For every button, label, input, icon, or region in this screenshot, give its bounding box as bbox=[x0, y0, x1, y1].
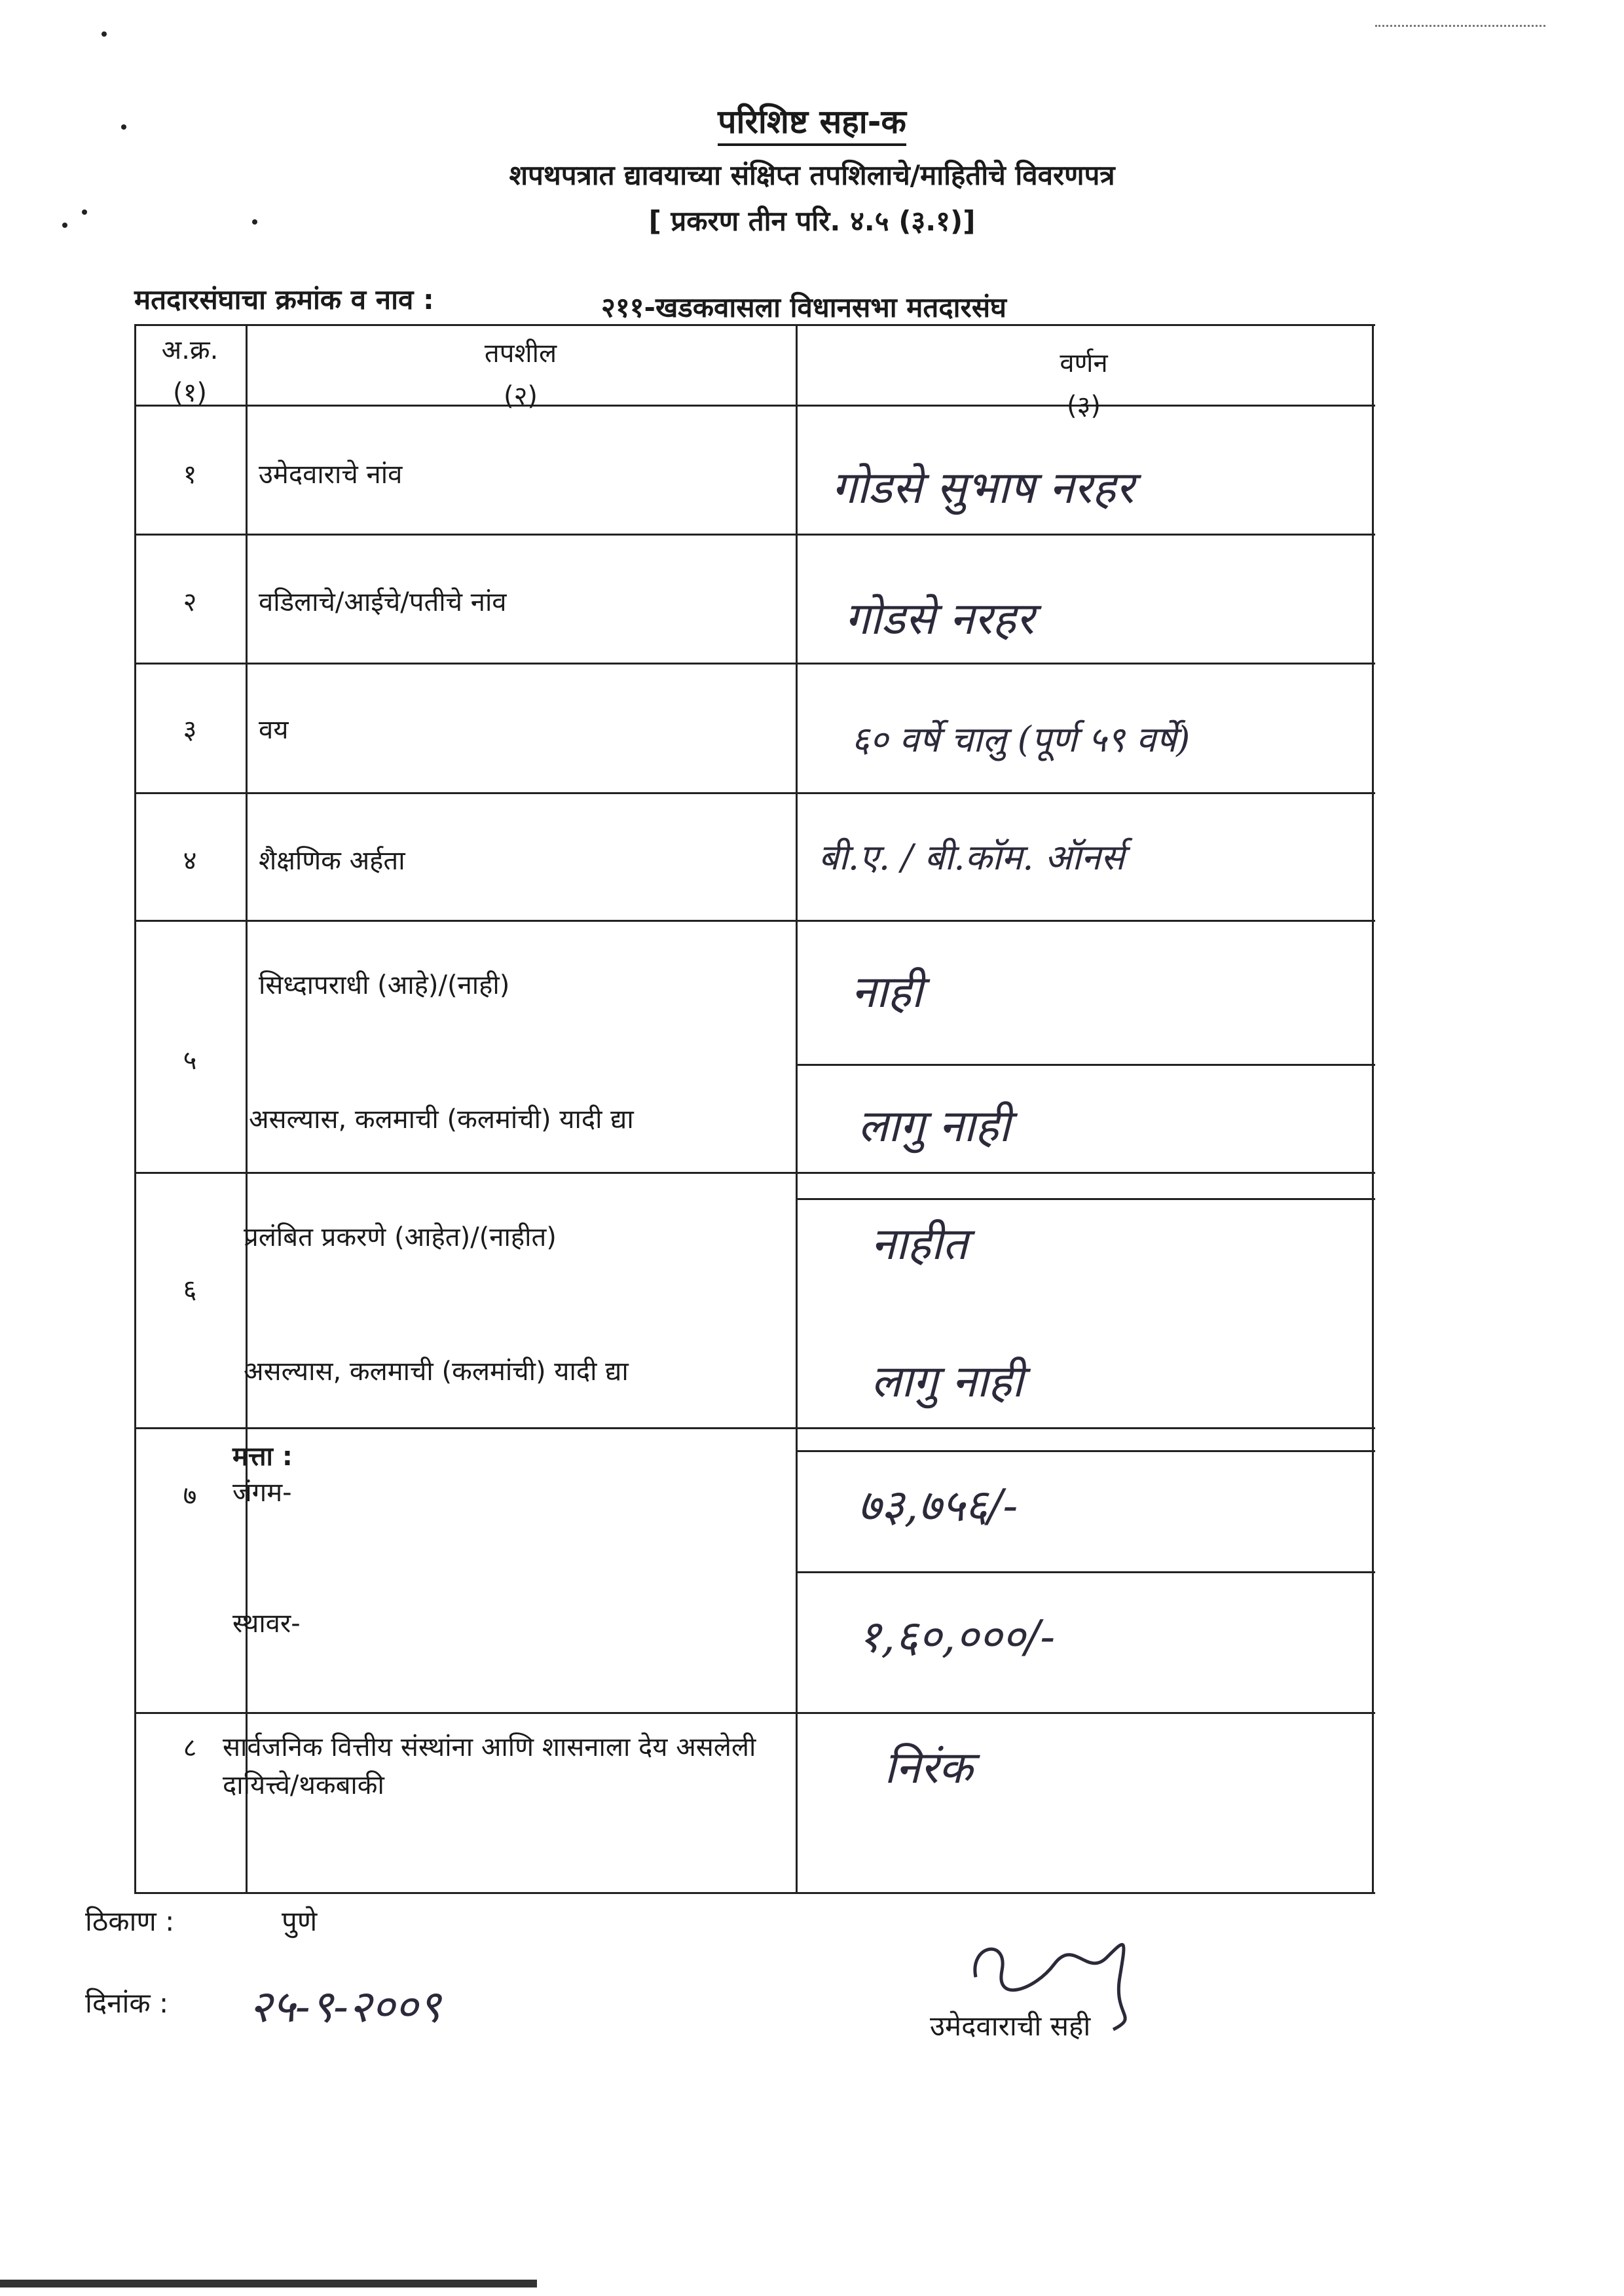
row-6-value-a: नाहीत bbox=[871, 1218, 968, 1270]
row-3-value: ६० वर्षे चालु (पूर्ण ५९ वर्षे) bbox=[851, 719, 1190, 760]
scan-edge bbox=[0, 2280, 537, 2287]
scan-mark bbox=[1375, 25, 1545, 29]
row-1-value: गोडसे सुभाष नरहर bbox=[832, 462, 1134, 514]
row-6-detail-a: प्रलंबित प्रकरणे (आहेत)/(नाहीत) bbox=[244, 1222, 557, 1252]
row-1-detail: उमेदवाराचे नांव bbox=[259, 460, 403, 490]
row-divider bbox=[134, 663, 1375, 665]
row-divider bbox=[134, 1427, 1375, 1429]
row-divider bbox=[134, 792, 1375, 794]
scan-speck bbox=[101, 31, 107, 37]
row-7-number: ७ bbox=[183, 1481, 197, 1511]
place-value: पुणे bbox=[282, 1905, 318, 1937]
table-border-right bbox=[1372, 324, 1374, 1894]
row-8-value: निरंक bbox=[884, 1742, 973, 1794]
constituency-value: २११-खडकवासला विधानसभा मतदारसंघ bbox=[601, 291, 1006, 323]
form-subtitle: शपथपत्रात द्यावयाच्या संक्षिप्त तपशिलाचे/माहितीचे विवरणपत्र bbox=[509, 159, 1115, 191]
table-border-top bbox=[134, 324, 1375, 326]
form-reference: [ प्रकरण तीन परि. ४.५ (३.१)] bbox=[648, 205, 976, 237]
sub-row-divider bbox=[796, 1571, 1375, 1573]
row-divider bbox=[134, 1172, 1375, 1174]
row-divider bbox=[134, 1712, 1375, 1714]
row-8-detail: सार्वजनिक वित्तीय संस्थांना आणि शासनाला देय असलेली दायित्त्वे/थकबाकी bbox=[223, 1732, 756, 1800]
row-5-detail-a: सिध्दापराधी (आहे)/(नाही) bbox=[259, 970, 510, 1000]
place-label: ठिकाण : bbox=[85, 1905, 175, 1937]
row-2-number: २ bbox=[183, 587, 197, 617]
row-5-detail-b: असल्यास, कलमाची (कलमांची) यादी द्या bbox=[249, 1104, 634, 1135]
sub-row-divider bbox=[796, 1064, 1375, 1066]
header-details: तपशील (२) bbox=[484, 338, 557, 411]
row-8-number: ८ bbox=[183, 1733, 197, 1763]
date-label: दिनांक : bbox=[85, 1987, 169, 2019]
row-7-value-b: १,६०,०००/- bbox=[858, 1611, 1056, 1663]
row-6-number: ६ bbox=[183, 1275, 197, 1305]
row-4-detail: शैक्षणिक अर्हता bbox=[259, 846, 405, 876]
table-border-bottom bbox=[134, 1892, 1375, 1894]
row-2-value: गोडसे नरहर bbox=[845, 593, 1035, 645]
date-value: २५-९-२००९ bbox=[249, 1981, 441, 2033]
row-7-value-a: ७३,७५६/- bbox=[858, 1480, 1018, 1532]
row-2-detail: वडिलाचे/आईचे/पतीचे नांव bbox=[259, 587, 507, 617]
row-5-value-b: लागु नाही bbox=[858, 1101, 1010, 1152]
sub-row-divider bbox=[796, 1198, 1375, 1200]
row-5-value-a: नाही bbox=[851, 966, 923, 1018]
row-divider bbox=[134, 534, 1375, 536]
row-5-number: ५ bbox=[183, 1046, 197, 1076]
row-7-detail-a: जंगम- bbox=[232, 1478, 292, 1508]
column-divider bbox=[246, 324, 248, 1894]
row-6-value-b: लागु नाही bbox=[871, 1356, 1024, 1408]
row-1-number: १ bbox=[183, 460, 197, 490]
row-divider bbox=[134, 920, 1375, 922]
constituency-label: मतदारसंघाचा क्रमांक व नाव : bbox=[134, 283, 434, 316]
row-6-detail-b: असल्यास, कलमाची (कलमांची) यादी द्या bbox=[244, 1357, 629, 1387]
table-border-left bbox=[134, 324, 136, 1894]
row-4-number: ४ bbox=[183, 846, 197, 876]
header-description: वर्णन (३) bbox=[1060, 348, 1108, 421]
signature-label: उमेदवाराची सही bbox=[930, 2010, 1091, 2042]
row-7-detail-b: स्थावर- bbox=[232, 1609, 301, 1639]
form-title: परिशिष्ट सहा-क bbox=[0, 98, 1624, 143]
column-divider bbox=[796, 324, 798, 1894]
sub-row-divider bbox=[796, 1450, 1375, 1452]
row-4-value: बी.ए. / बी.कॉम. ऑनर्स bbox=[819, 837, 1125, 878]
row-3-number: ३ bbox=[183, 715, 197, 745]
row-3-detail: वय bbox=[259, 715, 289, 745]
header-serial: अ.क्र. (१) bbox=[161, 335, 219, 408]
row-7-heading: मत्ता : bbox=[232, 1442, 293, 1472]
